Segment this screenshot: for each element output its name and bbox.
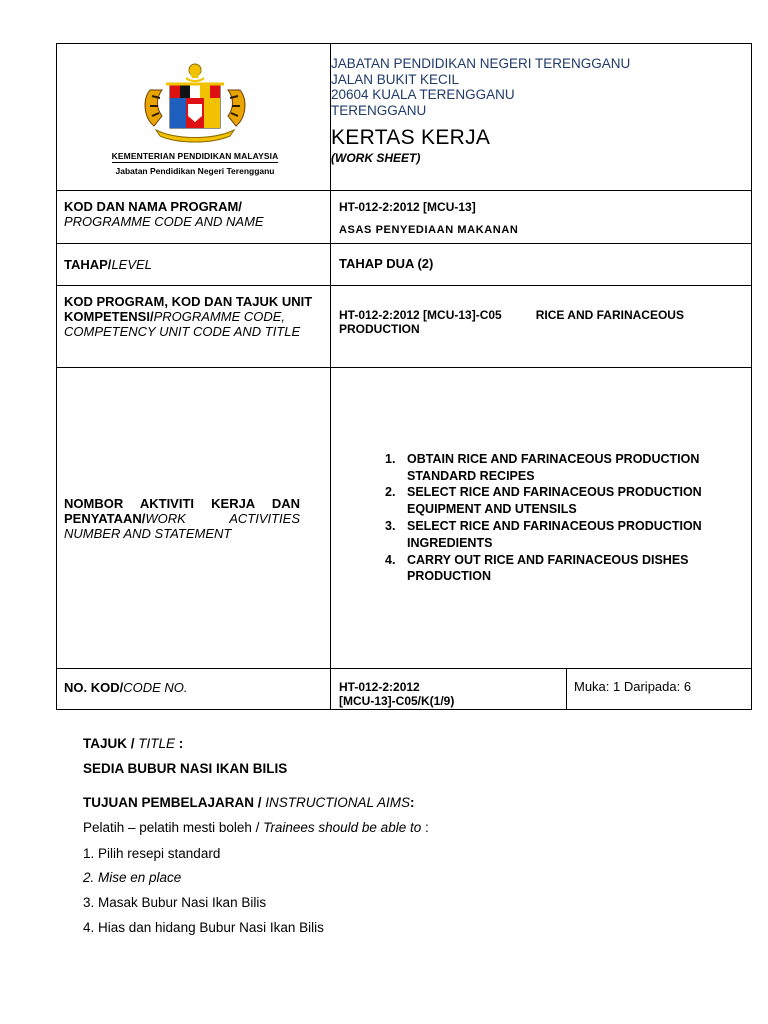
competency-row [57, 286, 752, 368]
address-line: 20604 KUALA TERENGGANU [331, 87, 515, 102]
address-line: TERENGGANU [331, 102, 427, 118]
document-subtitle: (WORK SHEET) [331, 151, 421, 165]
aim-item: 2. Mise en place [83, 870, 182, 885]
aim-item: 3. Masak Bubur Nasi Ikan Bilis [83, 895, 267, 910]
level-row [57, 244, 752, 286]
program-row [57, 191, 752, 244]
activities-row [57, 368, 752, 669]
ministry-name: KEMENTERIAN PENDIDIKAN MALAYSIA [111, 151, 279, 161]
code-label-italic: CODE NO. [123, 680, 188, 695]
list-item: 4. CARRY OUT RICE AND FARINACEOUS DISHES PRODUCTION [385, 552, 689, 584]
worksheet-table [56, 43, 752, 710]
aim-item: 1. Pilih resepi standard [83, 846, 221, 861]
title-heading: TAJUK / TITLE : [83, 736, 184, 751]
trainees-line: Pelatih – pelatih mesti boleh / Trainees should be able to : [83, 820, 429, 835]
program-label [57, 191, 331, 244]
header-info-cell [331, 44, 752, 191]
level-label-bold: TAHAP/ [64, 257, 112, 272]
logo-cell [57, 44, 331, 191]
list-item: 1. OBTAIN RICE AND FARINACEOUS PRODUCTION STANDARD RECIPES [385, 451, 700, 483]
list-item: 2. SELECT RICE AND FARINACEOUS PRODUCTION EQUIPMENT AND UTENSILS [385, 485, 702, 517]
competency-title: RICE AND FARINACEOUS PRODUCTION [339, 308, 684, 336]
code-value [331, 669, 567, 710]
address-line: JABATAN PENDIDIKAN NEGERI TERENGGANU [331, 56, 631, 71]
code-line1: HT-012-2:2012 [339, 680, 420, 694]
department-name: Jabatan Pendidikan Negeri Terengganu [115, 166, 275, 176]
activities-value [331, 368, 752, 669]
competency-label-italic: PROGRAMME CODE, COMPETENCY UNIT CODE AND TITLE [64, 309, 301, 339]
program-code: HT-012-2:2012 [MCU-13] [339, 200, 476, 214]
code-label-bold: NO. KOD/ [64, 680, 124, 695]
program-value [331, 191, 752, 244]
aims-heading: TUJUAN PEMBELAJARAN / INSTRUCTIONAL AIMS: [83, 795, 415, 810]
level-label-italic: LEVEL [111, 257, 152, 272]
competency-label-bold: KOD PROGRAM, KOD DAN TAJUK UNIT KOMPETENSI/ [64, 294, 313, 324]
competency-label [57, 286, 331, 368]
activities-label-italic: WORK ACTIVITIES NUMBER AND STATEMENT [64, 510, 300, 541]
level-value: TAHAP DUA (2) [331, 244, 752, 286]
list-item: 3. SELECT RICE AND FARINACEOUS PRODUCTION INGREDIENTS [385, 519, 702, 550]
activities-label-bold: NOMBOR AKTIVITI KERJA DAN PENYATAAN/ [64, 495, 300, 526]
code-row [57, 669, 752, 710]
level-label [57, 244, 331, 286]
coat-of-arms-icon [136, 60, 254, 146]
department-address [331, 56, 751, 118]
ministry-logo [85, 60, 305, 176]
competency-value [331, 286, 752, 368]
program-name: ASAS PENYEDIAAN MAKANAN [339, 224, 519, 236]
code-line2: [MCU-13]-C05/K(1/9) [339, 694, 455, 708]
program-label-italic: PROGRAMME CODE AND NAME [64, 214, 264, 229]
aim-item: 4. Hias dan hidang Bubur Nasi Ikan Bilis [83, 920, 324, 935]
header-row [57, 44, 752, 191]
title-value: SEDIA BUBUR NASI IKAN BILIS [83, 761, 288, 776]
activities-label [57, 368, 331, 669]
program-label-bold: KOD DAN NAMA PROGRAM/ [64, 199, 242, 214]
activities-list [331, 451, 751, 585]
competency-code: HT-012-2:2012 [MCU-13]-C05 [339, 308, 502, 322]
address-line: JALAN BUKIT KECIL [331, 71, 460, 87]
document-title: KERTAS KERJA [331, 126, 491, 149]
page-count: Muka: 1 Daripada: 6 [567, 669, 752, 710]
code-label [57, 669, 331, 710]
